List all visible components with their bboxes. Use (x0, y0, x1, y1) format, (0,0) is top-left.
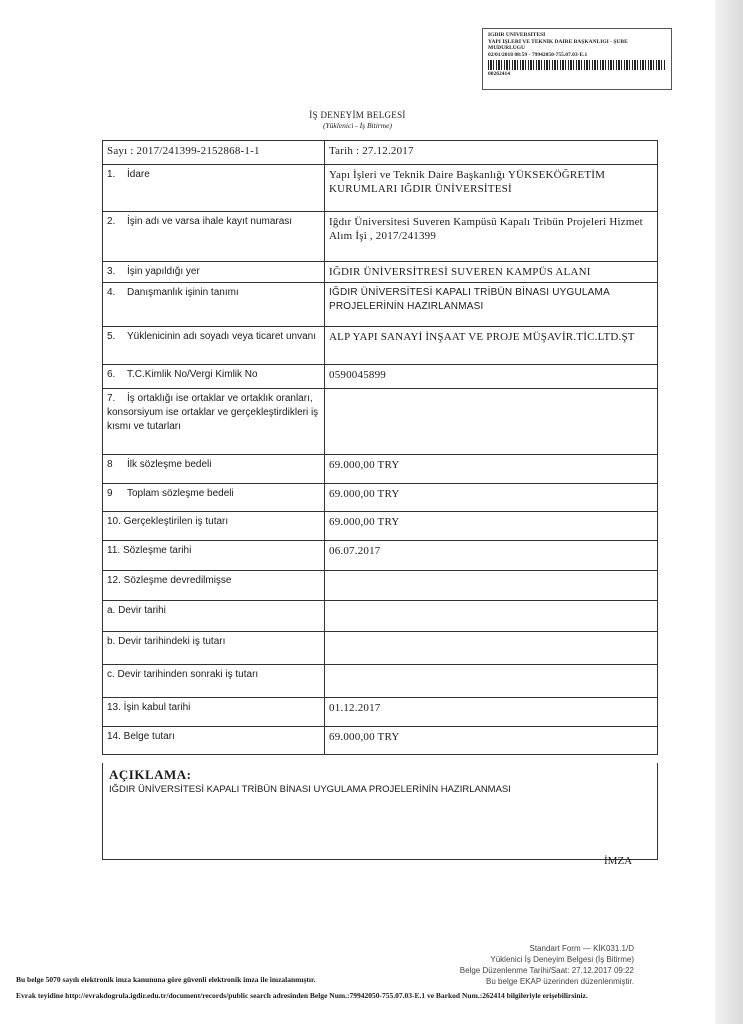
row-number: 8 (107, 459, 113, 470)
stamp-line: MÜDÜRLÜĞÜ (488, 45, 525, 51)
registry-stamp (482, 28, 672, 90)
document-subtitle: (Yüklenici - İş Bitirme) (323, 121, 392, 130)
row-value: 06.07.2017 (325, 541, 658, 571)
table-row (103, 283, 658, 327)
row-label: 10. Gerçekleştirilen iş tutarı (103, 512, 325, 541)
row-label: 13. İşin kabul tarihi (103, 698, 325, 727)
row-label: 14. Belge tutarı (103, 727, 325, 755)
table-row (103, 141, 658, 165)
certificate-table (102, 140, 658, 755)
row-number: 9 (107, 488, 113, 499)
table-row (103, 165, 658, 212)
row-value: 69.000,00 TRY (325, 727, 658, 755)
row-label: İlk sözleşme bedeli (127, 459, 212, 470)
table-row (103, 541, 658, 571)
signature-label: İMZA (604, 855, 633, 867)
row-value (325, 601, 658, 632)
aciklama-box (102, 763, 658, 860)
aciklama-text: IĞDIR ÜNİVERSİTESİ KAPALI TRİBÜN BİNASI UYGULAMA PROJELERİNİN HAZIRLANMASI (109, 784, 511, 795)
table-row (103, 327, 658, 365)
sayi-cell: Sayı : 2017/241399-2152868-1-1 (103, 141, 325, 165)
stamp-line: YAPI İŞLERİ VE TEKNİK DAİRE BAŞKANLIĞI - ŞUBE (488, 38, 628, 45)
table-row (103, 512, 658, 541)
row-number: 7. (107, 393, 116, 404)
table-row (103, 455, 658, 484)
row-value (325, 389, 658, 455)
row-number: 4. (107, 287, 116, 298)
table-row (103, 262, 658, 283)
table-row (103, 601, 658, 632)
form-info (400, 943, 634, 987)
row-label: İş ortaklığı ise ortaklar ve ortaklık oranları, konsorsiyum ise ortaklar ve gerçekleştirdikleri iş kısmı ve tutarları (107, 393, 319, 432)
table-row (103, 571, 658, 601)
table-row (103, 365, 658, 389)
row-number: 5. (107, 331, 116, 342)
table-row (103, 484, 658, 512)
table-row (103, 698, 658, 727)
table-row (103, 632, 658, 665)
verification-note: Evrak teyidine http://evrakdogrula.igdir.edu.tr/document/records/public search adresinden Belge Num.:79942050-755.07.03-E.1 ve Barkod Num.:262414 bilgileriyle erişebilirsiniz. (16, 991, 588, 1000)
page-edge (715, 0, 743, 1024)
document-title: İŞ DENEYİM BELGESİ (309, 110, 406, 120)
row-value: IĞDIR ÜNİVERSİTRESİ SUVEREN KAMPÜS ALANI (325, 262, 658, 283)
stamp-line: 02/01/2018 08:59 - 79942050-755.07.03-E.1 (488, 51, 588, 58)
row-value (325, 632, 658, 665)
row-label: b. Devir tarihindeki iş tutarı (103, 632, 325, 665)
row-label: 11. Sözleşme tarihi (103, 541, 325, 571)
row-label: Toplam sözleşme bedeli (127, 488, 234, 499)
form-code: Standart Form — KİK031.1/D (529, 944, 634, 953)
row-value: 01.12.2017 (325, 698, 658, 727)
table-row (103, 389, 658, 455)
form-created: Belge Düzenlenme Tarihi/Saat: 27.12.2017 09:22 (459, 966, 634, 975)
form-ekap: Bu belge EKAP üzerinden düzenlenmiştir. (486, 977, 634, 986)
row-value: 0590045899 (325, 365, 658, 389)
row-value: IĞDIR ÜNİVERSİTESİ KAPALI TRİBÜN BİNASI UYGULAMA PROJELERİNİN HAZIRLANMASI (325, 283, 658, 327)
row-value: Iğdır Üniversitesi Suveren Kampüsü Kapalı Tribün Projeleri Hizmet Alım İşi , 2017/241399 (325, 212, 658, 262)
row-number: 6. (107, 369, 116, 380)
row-label: İşin yapıldığı yer (127, 266, 200, 277)
row-label: a. Devir tarihi (103, 601, 325, 632)
row-label: İdare (127, 169, 150, 180)
row-value: 69.000,00 TRY (325, 512, 658, 541)
row-label: Danışmanlık işinin tanımı (127, 287, 239, 298)
row-label: Yüklenicinin adı soyadı veya ticaret unvanı (127, 331, 316, 342)
row-label: c. Devir tarihinden sonraki iş tutarı (103, 665, 325, 698)
e-signature-note: Bu belge 5070 sayılı elektronik imza kanununa göre güvenli elektronik imza ile imzalanmıştır. (16, 975, 316, 984)
tarih-cell: Tarih : 27.12.2017 (325, 141, 658, 165)
row-label: T.C.Kimlik No/Vergi Kimlik No (127, 369, 258, 380)
row-value: Yapı İşleri ve Teknik Daire Başkanlığı YÜKSEKÖĞRETİM KURUMLARI IĞDIR ÜNİVERSİTESİ (325, 165, 658, 212)
row-label: İşin adı ve varsa ihale kayıt numarası (127, 216, 293, 227)
row-label: 12. Sözleşme devredilmişse (103, 571, 325, 601)
row-value: 69.000,00 TRY (325, 484, 658, 512)
aciklama-heading: AÇIKLAMA: (109, 767, 192, 782)
form-title: Yüklenici İş Deneyim Belgesi (İş Bitirme) (490, 955, 634, 964)
stamp-line: IĞDIR ÜNİVERSİTESİ (488, 32, 546, 38)
row-number: 1. (107, 169, 116, 180)
row-value: 69.000,00 TRY (325, 455, 658, 484)
table-row (103, 212, 658, 262)
barcode-icon (488, 60, 666, 70)
row-value: ALP YAPI SANAYİ İNŞAAT VE PROJE MÜŞAVİR.TİC.LTD.ŞT (325, 327, 658, 365)
row-value (325, 665, 658, 698)
stamp-code: 00262414 (488, 71, 510, 77)
table-row (103, 727, 658, 755)
row-number: 3. (107, 266, 116, 277)
row-number: 2. (107, 216, 116, 227)
row-value (325, 571, 658, 601)
table-row (103, 665, 658, 698)
